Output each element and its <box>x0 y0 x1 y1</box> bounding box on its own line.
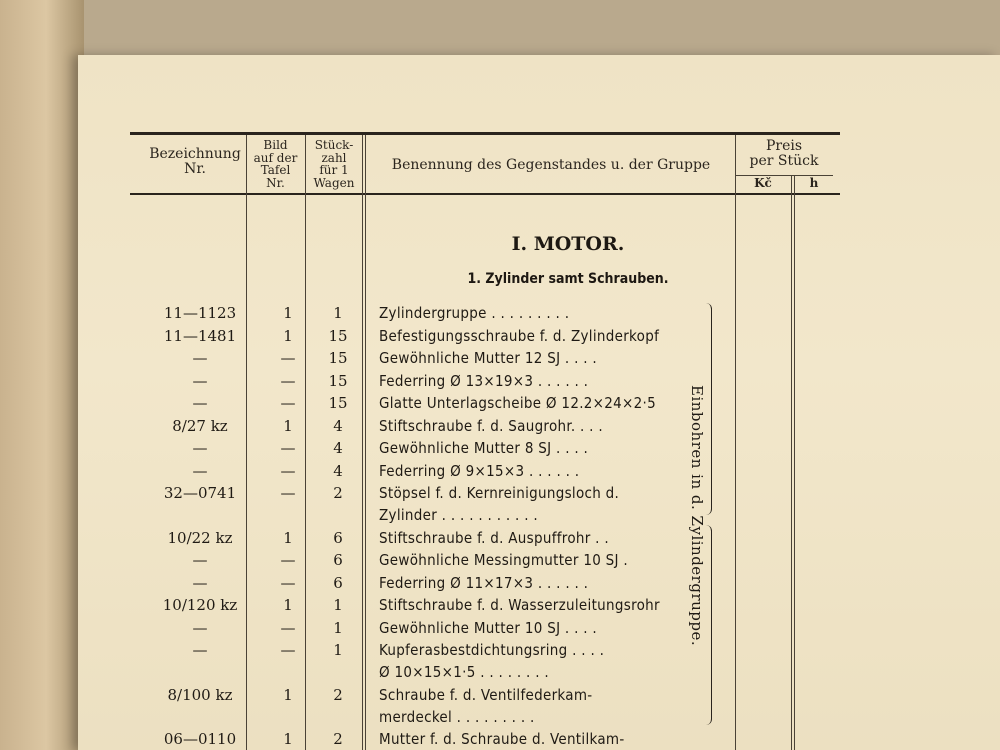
part-number: — <box>192 462 208 480</box>
part-description: Glatte Unterlagscheibe Ø 12.2×24×2·5 <box>379 394 657 412</box>
figure-number: — <box>280 484 296 502</box>
figure-number: — <box>280 641 296 659</box>
table-row <box>78 706 1000 728</box>
part-description: Mutter f. d. Schraube d. Ventilkam- <box>379 730 625 748</box>
quantity: 1 <box>333 304 343 322</box>
book-spine <box>0 0 84 750</box>
quantity: 4 <box>333 462 343 480</box>
table-row <box>78 684 1000 706</box>
header-description: Benennung des Gegenstandes u. der Gruppe <box>391 157 711 173</box>
header-qty-line: Stück- <box>314 138 354 152</box>
header-bild-line: Bild <box>263 138 288 152</box>
table-row <box>78 392 1000 414</box>
header-kc: Kč <box>754 176 772 190</box>
quantity: 15 <box>328 349 348 367</box>
part-number: — <box>192 551 208 569</box>
figure-number: 1 <box>283 596 293 614</box>
part-description: Federring Ø 11×17×3 . . . . . . <box>379 574 589 592</box>
part-number: — <box>192 372 208 390</box>
figure-number: — <box>280 551 296 569</box>
figure-number: 1 <box>283 327 293 345</box>
part-description: Federring Ø 13×19×3 . . . . . . <box>379 372 589 390</box>
part-number: — <box>192 574 208 592</box>
header-bild <box>246 139 305 189</box>
part-description: Ø 10×15×1·5 . . . . . . . . <box>379 663 549 681</box>
part-description: Gewöhnliche Messingmutter 10 SJ . <box>379 551 628 569</box>
quantity: 15 <box>328 327 348 345</box>
quantity: 4 <box>333 417 343 435</box>
part-description: Befestigungsschraube f. d. Zylinderkopf <box>379 327 660 345</box>
table-row <box>78 728 1000 750</box>
part-number: 11—1123 <box>163 304 237 322</box>
quantity: 1 <box>333 619 343 637</box>
part-description: Zylindergruppe . . . . . . . . . <box>379 304 570 322</box>
part-description: Federring Ø 9×15×3 . . . . . . <box>379 462 580 480</box>
table-row <box>78 302 1000 324</box>
table-row <box>78 661 1000 683</box>
part-number: — <box>192 619 208 637</box>
header-code-line: Bezeichnung <box>149 146 241 162</box>
table-row <box>78 527 1000 549</box>
table-row <box>78 460 1000 482</box>
figure-number: — <box>280 372 296 390</box>
header-qty-line: zahl <box>321 150 347 165</box>
part-description: Stiftschraube f. d. Auspuffrohr . . <box>379 529 609 547</box>
header-rule <box>130 193 840 195</box>
table-row <box>78 617 1000 639</box>
quantity: 2 <box>333 730 343 748</box>
figure-number: 1 <box>283 417 293 435</box>
header-price-line: per Stück <box>749 152 819 169</box>
figure-number: 1 <box>283 686 293 704</box>
quantity: 15 <box>328 372 348 390</box>
part-description: merdeckel . . . . . . . . . <box>379 708 535 726</box>
figure-number: — <box>280 462 296 480</box>
part-number: 8/100 kz <box>167 686 233 704</box>
table-row <box>78 325 1000 347</box>
header-code <box>140 147 250 176</box>
quantity: 1 <box>333 641 343 659</box>
table-row <box>78 370 1000 392</box>
table-row <box>78 415 1000 437</box>
header-h: h <box>809 176 819 190</box>
part-description: Gewöhnliche Mutter 10 SJ . . . . <box>379 619 598 637</box>
figure-number: — <box>280 619 296 637</box>
table-row <box>78 572 1000 594</box>
top-rule <box>130 132 840 135</box>
quantity: 2 <box>333 686 343 704</box>
subsection-title: 1. Zylinder samt Schrauben. <box>467 271 669 287</box>
figure-number: 1 <box>283 304 293 322</box>
part-number: 8/27 kz <box>172 417 228 435</box>
part-number: — <box>192 349 208 367</box>
table-row <box>78 549 1000 571</box>
header-bild-line: Tafel <box>260 163 291 178</box>
table-row <box>78 347 1000 369</box>
quantity: 15 <box>328 394 348 412</box>
quantity: 6 <box>333 574 343 592</box>
table-row <box>78 639 1000 661</box>
part-description: Schraube f. d. Ventilfederkam- <box>379 686 593 704</box>
quantity: 6 <box>333 551 343 569</box>
part-number: — <box>192 641 208 659</box>
table-row <box>78 437 1000 459</box>
part-description: Stiftschraube f. d. Wasserzuleitungsrohr <box>379 596 660 614</box>
price-subheader-rule <box>735 175 833 176</box>
figure-number: — <box>280 574 296 592</box>
catalog-page <box>78 55 1000 750</box>
quantity: 6 <box>333 529 343 547</box>
figure-number: — <box>280 439 296 457</box>
part-number: — <box>192 394 208 412</box>
header-price <box>735 139 833 168</box>
part-number: 10/22 kz <box>167 529 233 547</box>
table-row <box>78 594 1000 616</box>
figure-number: — <box>280 349 296 367</box>
header-bild-line: Nr. <box>266 175 285 190</box>
part-number: 10/120 kz <box>162 596 238 614</box>
part-description: Gewöhnliche Mutter 12 SJ . . . . <box>379 349 598 367</box>
part-description: Zylinder . . . . . . . . . . . <box>379 506 538 524</box>
part-number: 06—0110 <box>163 730 237 748</box>
table-row <box>78 504 1000 526</box>
figure-number: 1 <box>283 730 293 748</box>
header-qty-line: für 1 <box>319 163 349 178</box>
figure-number: — <box>280 394 296 412</box>
part-number: 11—1481 <box>163 327 237 345</box>
part-number: 32—0741 <box>163 484 237 502</box>
section-title: I. MOTOR. <box>511 233 625 255</box>
part-description: Stöpsel f. d. Kernreinigungsloch d. <box>379 484 620 502</box>
part-number: — <box>192 439 208 457</box>
header-qty <box>305 139 363 189</box>
side-note-vertical: Einbohren in d. Zylindergruppe. <box>688 385 706 647</box>
table-row <box>78 482 1000 504</box>
header-qty-line: Wagen <box>313 175 355 190</box>
quantity: 4 <box>333 439 343 457</box>
part-description: Kupferasbestdichtungsring . . . . <box>379 641 605 659</box>
part-description: Stiftschraube f. d. Saugrohr. . . . <box>379 417 603 435</box>
quantity: 2 <box>333 484 343 502</box>
figure-number: 1 <box>283 529 293 547</box>
quantity: 1 <box>333 596 343 614</box>
header-code-line: Nr. <box>184 160 206 177</box>
header-price-line: Preis <box>765 138 803 154</box>
part-description: Gewöhnliche Mutter 8 SJ . . . . <box>379 439 589 457</box>
header-bild-line: auf der <box>253 150 298 165</box>
